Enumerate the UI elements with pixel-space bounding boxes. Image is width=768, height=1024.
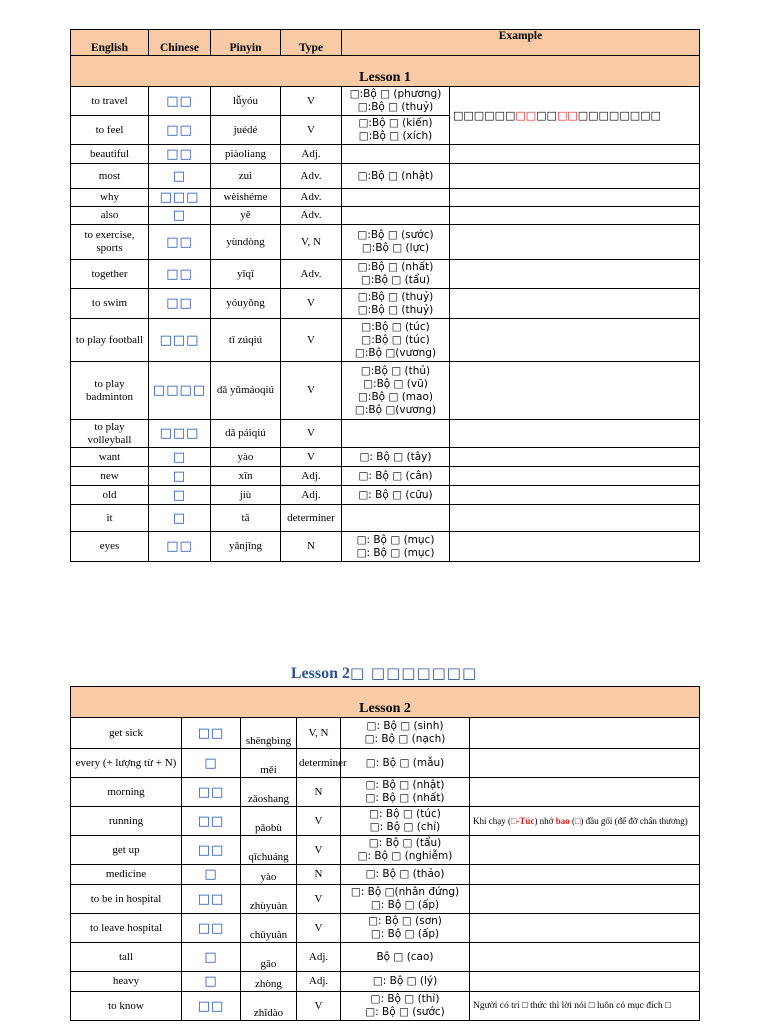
pinyin-cell: zhòng — [241, 972, 297, 992]
pinyin-cell: shēngbìng — [241, 718, 297, 749]
table-row — [71, 420, 700, 448]
pinyin-cell: zǎoshang — [241, 778, 297, 807]
chinese-cell: □□ — [182, 718, 241, 749]
table-row — [71, 836, 700, 865]
pinyin-cell: piàoliang — [211, 145, 281, 164]
english-cell: morning — [71, 778, 182, 807]
pinyin-cell: chūyuàn — [241, 914, 297, 943]
example-cell: Người có trí □ thức thì lời nói □ luôn có mục đích □ — [470, 992, 700, 1021]
example-segment: □□ — [536, 109, 557, 122]
radicals-cell: □:Bộ □ (kiến) □:Bộ □ (xích) — [342, 116, 450, 145]
type-cell: determiner — [297, 749, 341, 778]
type-cell: V — [281, 448, 342, 467]
lesson1-label: Lesson 1 — [71, 56, 700, 87]
pinyin-cell: qǐchuáng — [241, 836, 297, 865]
example-cell — [450, 87, 700, 145]
english-cell: get up — [71, 836, 182, 865]
table-row — [71, 718, 700, 749]
chinese-cell: □□□ — [149, 319, 211, 362]
example-segment: □ — [574, 815, 581, 826]
english-cell: also — [71, 207, 149, 225]
example-segment: □□□□□□ — [453, 109, 516, 122]
english-cell: tall — [71, 943, 182, 972]
chinese-cell: □□ — [149, 225, 211, 260]
example-segment: □□□□□□□□ — [577, 109, 661, 122]
radicals-cell: □:Bộ □ (thuỷ) □:Bộ □ (thuỷ) — [342, 289, 450, 319]
radicals-cell: □: Bộ □ (tây) — [342, 448, 450, 467]
chinese-cell: □□ — [149, 145, 211, 164]
header-example: Example — [342, 30, 700, 56]
pinyin-cell: yǎnjīng — [211, 532, 281, 562]
pinyin-cell: zhùyuàn — [241, 885, 297, 914]
example-cell — [470, 836, 700, 865]
radicals-cell: □:Bộ □ (sước) □:Bộ □ (lực) — [342, 225, 450, 260]
example-segment: Khi chạy ( — [473, 815, 511, 826]
type-cell: Adv. — [281, 207, 342, 225]
lesson1-vocab-table — [70, 29, 700, 562]
type-cell: Adj. — [281, 145, 342, 164]
type-cell: V — [297, 836, 341, 865]
example-segment: bao — [555, 815, 570, 826]
example-cell — [450, 289, 700, 319]
type-cell: V — [297, 992, 341, 1021]
table-row — [71, 807, 700, 836]
pinyin-cell: gāo — [241, 943, 297, 972]
lesson2-title-chinese: □ □□□□□□□ — [349, 664, 478, 682]
english-cell: to travel — [71, 87, 149, 116]
pinyin-cell: juédé — [211, 116, 281, 145]
table-row — [71, 532, 700, 562]
pinyin-cell: měi — [241, 749, 297, 778]
english-cell: every (+ lượng từ + N) — [71, 749, 182, 778]
radicals-cell: □: Bộ □ (thỉ) □: Bộ □ (sước) — [341, 992, 470, 1021]
example-cell — [450, 420, 700, 448]
table-row — [71, 260, 700, 289]
english-cell: together — [71, 260, 149, 289]
type-cell: V, N — [281, 225, 342, 260]
type-cell: N — [281, 532, 342, 562]
chinese-cell: □□ — [182, 992, 241, 1021]
type-cell: Adv. — [281, 189, 342, 207]
radicals-cell — [342, 145, 450, 164]
table-row — [71, 505, 700, 532]
english-cell: get sick — [71, 718, 182, 749]
radicals-cell: □: Bộ □ (cữu) — [342, 486, 450, 505]
chinese-cell: □□□ — [149, 189, 211, 207]
example-cell — [450, 362, 700, 420]
example-cell — [470, 885, 700, 914]
pinyin-cell: yùndòng — [211, 225, 281, 260]
type-cell: Adj. — [297, 972, 341, 992]
lesson2-vocab-table — [70, 686, 700, 1021]
english-cell: it — [71, 505, 149, 532]
example-cell — [450, 319, 700, 362]
example-cell — [450, 260, 700, 289]
table-row — [71, 319, 700, 362]
english-cell: want — [71, 448, 149, 467]
table-row — [71, 87, 700, 116]
radicals-cell: □:Bộ □ (thủ) □:Bộ □ (vũ) □:Bộ □ (mao) □:Bộ □(vương) — [342, 362, 450, 420]
english-cell: to leave hospital — [71, 914, 182, 943]
chinese-cell: □ — [149, 505, 211, 532]
type-cell: Adj. — [297, 943, 341, 972]
radicals-cell: □: Bộ □ (túc) □: Bộ □ (chỉ) — [341, 807, 470, 836]
type-cell: Adj. — [281, 467, 342, 486]
english-cell: to play volleyball — [71, 420, 149, 448]
example-cell — [450, 505, 700, 532]
header-type: Type — [281, 30, 342, 56]
table-row — [71, 749, 700, 778]
chinese-cell: □ — [182, 865, 241, 885]
pinyin-cell: lǚyóu — [211, 87, 281, 116]
pinyin-cell: zuì — [211, 164, 281, 189]
chinese-cell: □□ — [149, 289, 211, 319]
lesson2-title-text: Lesson 2 — [290, 665, 350, 682]
radicals-cell: □: Bộ □ (sơn) □: Bộ □ (ấp) — [341, 914, 470, 943]
chinese-cell: □□ — [182, 885, 241, 914]
example-segment: □□ — [515, 109, 537, 122]
table-row — [71, 972, 700, 992]
example-cell — [450, 467, 700, 486]
chinese-cell: □ — [182, 749, 241, 778]
lesson2-title — [0, 664, 768, 683]
type-cell: V — [297, 807, 341, 836]
table-row — [71, 992, 700, 1021]
example-cell — [450, 225, 700, 260]
header-english: English — [71, 30, 149, 56]
example-cell — [470, 718, 700, 749]
table-row — [71, 914, 700, 943]
table-row — [71, 225, 700, 260]
chinese-cell: □□□ — [149, 420, 211, 448]
radicals-cell: □: Bộ □ (thảo) — [341, 865, 470, 885]
example-cell — [470, 865, 700, 885]
example-segment: ( — [569, 815, 575, 826]
chinese-cell: □□ — [149, 87, 211, 116]
table-row — [71, 145, 700, 164]
radicals-cell: □:Bộ □ (nhất) □:Bộ □ (tẩu) — [342, 260, 450, 289]
type-cell: N — [297, 778, 341, 807]
chinese-cell: □ — [149, 207, 211, 225]
table-row — [71, 486, 700, 505]
pinyin-cell: wèishéme — [211, 189, 281, 207]
table-row — [71, 164, 700, 189]
example-cell — [470, 972, 700, 992]
chinese-cell: □□ — [149, 532, 211, 562]
english-cell: heavy — [71, 972, 182, 992]
example-cell — [450, 189, 700, 207]
table-row — [71, 207, 700, 225]
english-cell: to swim — [71, 289, 149, 319]
radicals-cell: □: Bộ □(nhân đứng) □: Bộ □ (ấp) — [341, 885, 470, 914]
pinyin-cell: tā — [211, 505, 281, 532]
type-cell: V — [281, 420, 342, 448]
radicals-cell — [342, 189, 450, 207]
example-cell — [450, 164, 700, 189]
english-cell: why — [71, 189, 149, 207]
example-cell — [450, 532, 700, 562]
example-segment: □-Túc — [511, 815, 535, 826]
english-cell: to feel — [71, 116, 149, 145]
header-chinese: Chinese — [149, 30, 211, 56]
example-cell — [470, 778, 700, 807]
example-cell — [470, 807, 700, 836]
chinese-cell: □□ — [182, 914, 241, 943]
english-cell: to play badminton — [71, 362, 149, 420]
english-cell: most — [71, 164, 149, 189]
type-cell: V — [297, 914, 341, 943]
table-row — [71, 467, 700, 486]
type-cell: N — [297, 865, 341, 885]
chinese-cell: □ — [149, 164, 211, 189]
pinyin-cell: pǎobù — [241, 807, 297, 836]
english-cell: to be in hospital — [71, 885, 182, 914]
type-cell: V — [281, 87, 342, 116]
type-cell: Adv. — [281, 164, 342, 189]
radicals-cell: □: Bộ □ (mẫu) — [341, 749, 470, 778]
pinyin-cell: jiù — [211, 486, 281, 505]
type-cell: Adv. — [281, 260, 342, 289]
type-cell: determiner — [281, 505, 342, 532]
english-cell: old — [71, 486, 149, 505]
chinese-cell: □ — [149, 486, 211, 505]
chinese-cell: □□□□ — [149, 362, 211, 420]
pinyin-cell: yào — [241, 865, 297, 885]
example-segment: □□ — [556, 109, 578, 122]
radicals-cell: □: Bộ □ (cân) — [342, 467, 450, 486]
radicals-cell — [342, 207, 450, 225]
radicals-cell: □: Bộ □ (nhật) □: Bộ □ (nhất) — [341, 778, 470, 807]
pinyin-cell: yě — [211, 207, 281, 225]
radicals-cell: □:Bộ □ (nhật) — [342, 164, 450, 189]
radicals-cell: □: Bộ □ (lý) — [341, 972, 470, 992]
radicals-cell — [342, 505, 450, 532]
radicals-cell — [342, 420, 450, 448]
table-row — [71, 943, 700, 972]
example-cell — [450, 486, 700, 505]
example-cell — [470, 943, 700, 972]
example-cell — [450, 207, 700, 225]
header-pinyin: Pinyin — [211, 30, 281, 56]
pinyin-cell: tī zúqiú — [211, 319, 281, 362]
pinyin-cell: dǎ yǔmáoqiú — [211, 362, 281, 420]
english-cell: beautiful — [71, 145, 149, 164]
chinese-cell: □□ — [149, 260, 211, 289]
chinese-cell: □ — [182, 943, 241, 972]
chinese-cell: □ — [149, 467, 211, 486]
table-row — [71, 865, 700, 885]
type-cell: V — [281, 116, 342, 145]
chinese-cell: □□ — [149, 116, 211, 145]
pinyin-cell: zhīdào — [241, 992, 297, 1021]
chinese-cell: □□ — [182, 836, 241, 865]
lesson2-label: Lesson 2 — [71, 687, 700, 718]
english-cell: running — [71, 807, 182, 836]
english-cell: medicine — [71, 865, 182, 885]
english-cell: to exercise, sports — [71, 225, 149, 260]
chinese-cell: □□ — [182, 807, 241, 836]
example-cell — [450, 145, 700, 164]
table-row — [71, 885, 700, 914]
english-cell: eyes — [71, 532, 149, 562]
english-cell: to know — [71, 992, 182, 1021]
radicals-cell: □:Bộ □ (phương) □:Bộ □ (thuỷ) — [342, 87, 450, 116]
table-row — [71, 189, 700, 207]
radicals-cell: □: Bộ □ (mục) □: Bộ □ (mục) — [342, 532, 450, 562]
example-segment: ) đầu gối (để đỡ chấn thương) — [580, 815, 688, 826]
pinyin-cell: dǎ páiqiú — [211, 420, 281, 448]
lesson1-label-row — [71, 56, 700, 87]
lesson2-label-row — [71, 687, 700, 718]
type-cell: V — [297, 885, 341, 914]
type-cell: V — [281, 289, 342, 319]
example-segment: ) nhớ — [534, 815, 556, 826]
type-cell: V — [281, 319, 342, 362]
pinyin-cell: yīqǐ — [211, 260, 281, 289]
radicals-cell: □:Bộ □ (túc) □:Bộ □ (túc) □:Bộ □(vương) — [342, 319, 450, 362]
table-row — [71, 778, 700, 807]
chinese-cell: □□ — [182, 778, 241, 807]
example-cell — [470, 749, 700, 778]
type-cell: V — [281, 362, 342, 420]
english-cell: new — [71, 467, 149, 486]
radicals-cell: □: Bộ □ (tẩu) □: Bộ □ (nghiễm) — [341, 836, 470, 865]
header-row — [71, 30, 700, 56]
table-row — [71, 362, 700, 420]
pinyin-cell: xīn — [211, 467, 281, 486]
table-row — [71, 289, 700, 319]
pinyin-cell: yóuyǒng — [211, 289, 281, 319]
radicals-cell: Bộ □ (cao) — [341, 943, 470, 972]
example-cell — [470, 914, 700, 943]
pinyin-cell: yào — [211, 448, 281, 467]
chinese-cell: □ — [149, 448, 211, 467]
type-cell: V, N — [297, 718, 341, 749]
radicals-cell: □: Bộ □ (sinh) □: Bộ □ (nạch) — [341, 718, 470, 749]
chinese-cell: □ — [182, 972, 241, 992]
type-cell: Adj. — [281, 486, 342, 505]
example-cell — [450, 448, 700, 467]
table-row — [71, 448, 700, 467]
english-cell: to play football — [71, 319, 149, 362]
